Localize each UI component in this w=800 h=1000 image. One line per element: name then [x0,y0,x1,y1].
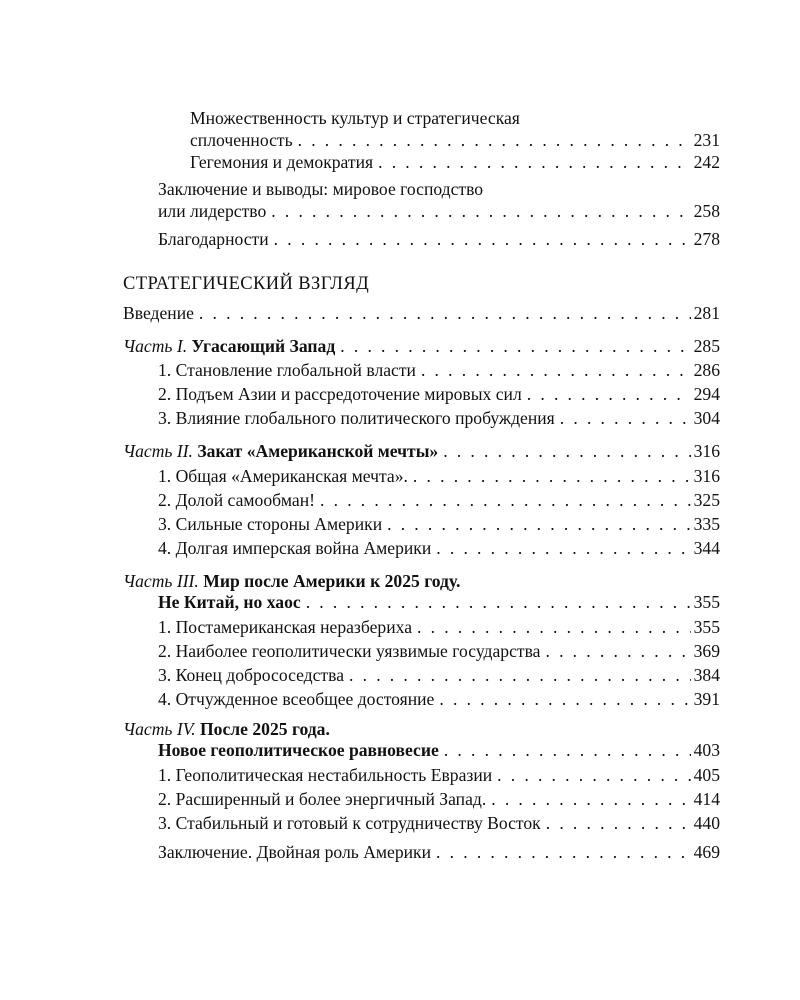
toc-page-number: 335 [693,514,720,534]
part-label: Часть II. [123,441,193,461]
toc-page-number: 286 [693,360,720,380]
toc-page-number: 369 [693,641,720,661]
toc-page-number: 355 [693,592,720,612]
part-heading [123,335,335,357]
part-label: Часть III. [123,571,199,591]
leader-dots [378,151,691,173]
toc-page-number: 325 [693,490,720,510]
toc-chapter[interactable] [158,489,720,511]
toc-entry-title: Заключение. Двойная роль Америки [158,842,432,862]
leader-dots [560,407,691,429]
leader-dots [340,335,690,357]
leader-dots [349,664,691,686]
toc-entry-title: 1. Постамериканская неразбериха [158,617,413,637]
toc-entry[interactable] [158,228,720,250]
toc-page-number: 285 [693,336,720,356]
toc-entry-title: 1. Геополитическая нестабильность Евразии [158,765,493,785]
toc-entry-title: 2. Долой самообман! [158,490,315,510]
leader-dots [444,739,691,761]
leader-dots [298,129,691,151]
leader-dots [439,688,690,710]
toc-entry-title: 4. Отчужденное всеобщее достояние [158,689,435,709]
toc-entry-title: сплоченность [190,130,293,150]
leader-dots [387,513,691,535]
toc-page-number: 405 [693,765,720,785]
toc-chapter[interactable] [158,664,720,686]
toc-page-number: 355 [693,617,720,637]
part-title: Угасающий Запад [191,336,336,356]
toc-page-number: 242 [693,152,720,172]
toc-chapter[interactable] [158,407,720,429]
toc-part-3[interactable] [158,591,720,613]
part-heading [123,440,438,462]
toc-entry-title: 1. Общая «Американская мечта». [158,466,408,486]
toc-page-number: 384 [693,665,720,685]
leader-dots [436,537,690,559]
leader-dots [497,764,690,786]
toc-page-number: 281 [693,303,720,323]
part-label: Часть IV. [123,719,196,739]
toc-page-number: 316 [693,441,720,461]
toc-page-number: 316 [693,466,720,486]
toc-entry-title: Введение [123,303,194,323]
leader-dots [545,640,690,662]
toc-chapter[interactable] [158,383,720,405]
toc-entry-title: Благодарности [158,229,269,249]
part-heading [123,570,460,592]
toc-chapter[interactable] [158,640,720,662]
toc-page-number: 258 [693,201,720,221]
toc-entry[interactable] [158,200,720,222]
toc-page-number: 344 [693,538,720,558]
toc-chapter[interactable] [158,513,720,535]
toc-entry[interactable] [190,151,720,173]
toc-page-number: 414 [693,789,720,809]
toc-entry-title: или лидерство [158,201,267,221]
part-title: Не Китай, но хаос [158,592,301,612]
toc-part-1[interactable] [123,335,720,357]
leader-dots [306,591,691,613]
toc-chapter[interactable] [158,788,720,810]
part-title: Мир после Америки к 2025 году. [203,571,461,591]
toc-entry-title: 3. Конец добрососедства [158,665,344,685]
leader-dots [443,440,690,462]
toc-page-number: 469 [693,842,720,862]
toc-entry-title: 3. Сильные стороны Америки [158,514,383,534]
toc-entry-title: 2. Подъем Азии и рассредоточение мировых сил [158,384,522,404]
toc-chapter[interactable] [158,812,720,834]
part-title: Закат «Американской мечты» [197,441,439,461]
toc-chapter[interactable] [158,359,720,381]
leader-dots [421,359,691,381]
toc-part-2[interactable] [123,440,720,462]
toc-entry-title: Гегемония и демократия [190,152,374,172]
leader-dots [491,788,690,810]
leader-dots [417,616,691,638]
toc-page-number: 391 [693,689,720,709]
toc-page-number: 440 [693,813,720,833]
toc-entry-line: Множественность культур и стратегическая [190,108,520,128]
part-title: После 2025 года. [199,719,330,739]
part-label: Часть I. [123,336,188,356]
toc-page-number: 403 [693,740,720,760]
toc-entry-title: 2. Расширенный и более энергичный Запад. [158,789,487,809]
toc-entry[interactable] [190,129,720,151]
part-title: Новое геополитическое равновесие [158,740,439,760]
toc-entry-title: 3. Влияние глобального политического пробуждения [158,408,555,428]
toc-entry-title: 1. Становление глобальной власти [158,360,416,380]
leader-dots [199,302,691,324]
leader-dots [527,383,691,405]
toc-chapter[interactable] [158,465,720,487]
toc-entry-conclusion[interactable] [158,841,720,863]
toc-page-number: 231 [693,130,720,150]
toc-entry-line: Заключение и выводы: мировое господство [158,179,484,199]
leader-dots [413,465,691,487]
toc-page-number: 294 [693,384,720,404]
leader-dots [320,489,691,511]
leader-dots [546,812,691,834]
toc-entry-title: 2. Наиболее геополитически уязвимые государства [158,641,541,661]
toc-chapter[interactable] [158,537,720,559]
toc-entry-title: 3. Стабильный и готовый к сотрудничеству Восток [158,813,541,833]
toc-entry-intro[interactable] [123,302,720,324]
part-heading [123,718,330,740]
leader-dots [436,841,691,863]
section-heading: СТРАТЕГИЧЕСКИЙ ВЗГЛЯД [123,274,370,294]
leader-dots [274,228,691,250]
toc-part-4[interactable] [158,739,720,761]
toc-page-number: 278 [693,229,720,249]
toc-chapter[interactable] [158,764,720,786]
leader-dots [271,200,690,222]
toc-chapter[interactable] [158,688,720,710]
toc-chapter[interactable] [158,616,720,638]
toc-entry-title: 4. Долгая имперская война Америки [158,538,432,558]
toc-page-number: 304 [693,408,720,428]
